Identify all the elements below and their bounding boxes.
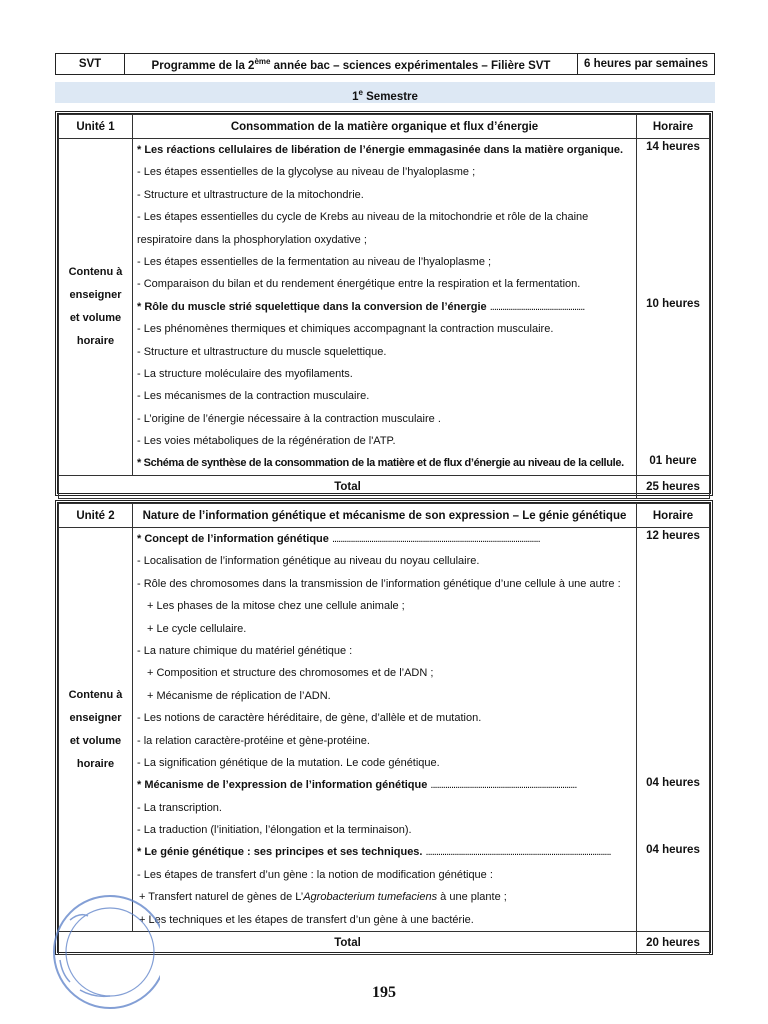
unit2-line: + Les techniques et les étapes de transfert d’un gène à une bactérie. (139, 913, 474, 926)
unit1-line: - Les étapes essentielles du cycle de Krebs au niveau de la mitochondrie et rôle de la chaine (137, 211, 589, 224)
unit2-line: - Rôle des chromosomes dans la transmission de l’information génétique d’une cellule à une autre : (137, 577, 621, 590)
unit1-line: - Les étapes essentielles de la glycolyse au niveau de l’hyaloplasme ; (137, 166, 476, 179)
unit1-total-value: 25 heures (637, 475, 710, 498)
unit1-line: - Les étapes essentielles de la fermentation au niveau de l’hyaloplasme ; (137, 255, 492, 268)
unit2-line: * Mécanisme de l’expression de l’information génétique ....................................................................... (137, 779, 577, 792)
unit1-line: - Comparaison du bilan et du rendement énergétique entre la respiration et la fermentation. (137, 278, 581, 291)
unit1-line: - Structure et ultrastructure de la mitochondrie. (137, 188, 364, 201)
unit2-hours (637, 528, 710, 932)
unit1-hours (637, 139, 710, 476)
unit2-line: - La signification génétique de la mutation. Le code génétique. (137, 756, 440, 769)
hours-value: 10 heures (646, 298, 700, 310)
unit2-horaire-header: Horaire (637, 504, 710, 528)
semester-band: 1e Semestre (55, 82, 715, 103)
page-number: 195 (372, 984, 396, 1001)
unit2-total-label: Total (59, 932, 637, 955)
unit1-line: * Rôle du muscle strié squelettique dans la conversion de l’énergie .............................................. (137, 300, 585, 313)
unit2-table (55, 500, 713, 955)
unit2-line: - La traduction (l’initiation, l’élongation et la terminaison). (137, 824, 412, 837)
unit1-line: - La structure moléculaire des myofilaments. (137, 367, 353, 380)
unit2-line: * Le génie génétique : ses principes et ses techniques. .......................................................................................... (137, 846, 611, 859)
unit1-horaire-header: Horaire (637, 115, 710, 139)
unit1-line: - Structure et ultrastructure du muscle squelettique. (137, 345, 387, 358)
unit2-total-value: 20 heures (637, 932, 710, 955)
unit1-table (55, 111, 713, 496)
unit2-line: - La transcription. (137, 801, 222, 814)
hours-value: 04 heures (646, 777, 700, 789)
unit1-total-label: Total (59, 475, 637, 498)
program-title-cell: Programme de la 2ème année bac – sciences expérimentales – Filière SVT (125, 54, 578, 75)
hours-value: 01 heure (649, 455, 697, 467)
unit2-line: - Les notions de caractère héréditaire, de gène, d’allèle et de mutation. (137, 712, 482, 725)
unit2-line: - Localisation de l’information génétique au niveau du noyau cellulaire. (137, 555, 480, 568)
unit1-line: respiratoire dans la phosphorylation oxydative ; (137, 233, 367, 246)
unit1-line: - Les mécanismes de la contraction musculaire. (137, 390, 370, 403)
weekly-hours-cell: 6 heures par semaines (578, 54, 715, 75)
unit2-line: - La nature chimique du matériel génétique : (137, 644, 353, 657)
unit1-line: - Les phénomènes thermiques et chimiques accompagnant la contraction musculaire. (137, 323, 554, 336)
unit1-title: Consommation de la matière organique et flux d’énergie (133, 115, 637, 139)
hours-value: 14 heures (646, 141, 700, 153)
unit1-content (133, 139, 637, 476)
unit2-content (133, 528, 637, 932)
unit1-line: - Les voies métaboliques de la régénération de l'ATP. (137, 435, 396, 448)
unit2-line: - la relation caractère-protéine et gène-protéine. (137, 734, 370, 747)
unit2-line: * Concept de l’information génétique ..................................................................................................... (137, 533, 540, 545)
unit2-line: + Le cycle cellulaire. (147, 622, 247, 635)
unit2-line: + Composition et structure des chromosomes et de l’ADN ; (147, 667, 434, 680)
unit1-line: * Les réactions cellulaires de libération de l’énergie emmagasinée dans la matière organique. (137, 144, 624, 156)
unit2-line: - Les étapes de transfert d’un gène : la notion de modification génétique : (137, 868, 493, 881)
unit1-line: - L’origine de l’énergie nécessaire à la contraction musculaire . (137, 412, 441, 425)
unit1-line: * Schéma de synthèse de la consommation de la matière et de flux d’énergie au niveau de la cellule. (137, 457, 624, 470)
subject-cell: SVT (56, 54, 125, 75)
unit2-title: Nature de l’information génétique et mécanisme de son expression – Le génie génétique (133, 504, 637, 528)
unit2-line: + Mécanisme de réplication de l’ADN. (147, 689, 331, 702)
program-header (55, 53, 715, 75)
unit2-line: + Transfert naturel de gènes de L’Agrobacterium tumefaciens à une plante ; (139, 891, 507, 904)
hours-value: 12 heures (646, 530, 700, 542)
unit2-label: Unité 2 (59, 504, 133, 528)
unit2-line: + Les phases de la mitose chez une cellule animale ; (147, 600, 405, 613)
unit2-content-label: Contenu à enseigner et volume horaire (59, 528, 133, 932)
unit1-content-label: Contenu à enseigner et volume horaire (59, 139, 133, 476)
unit1-label: Unité 1 (59, 115, 133, 139)
hours-value: 04 heures (646, 844, 700, 856)
